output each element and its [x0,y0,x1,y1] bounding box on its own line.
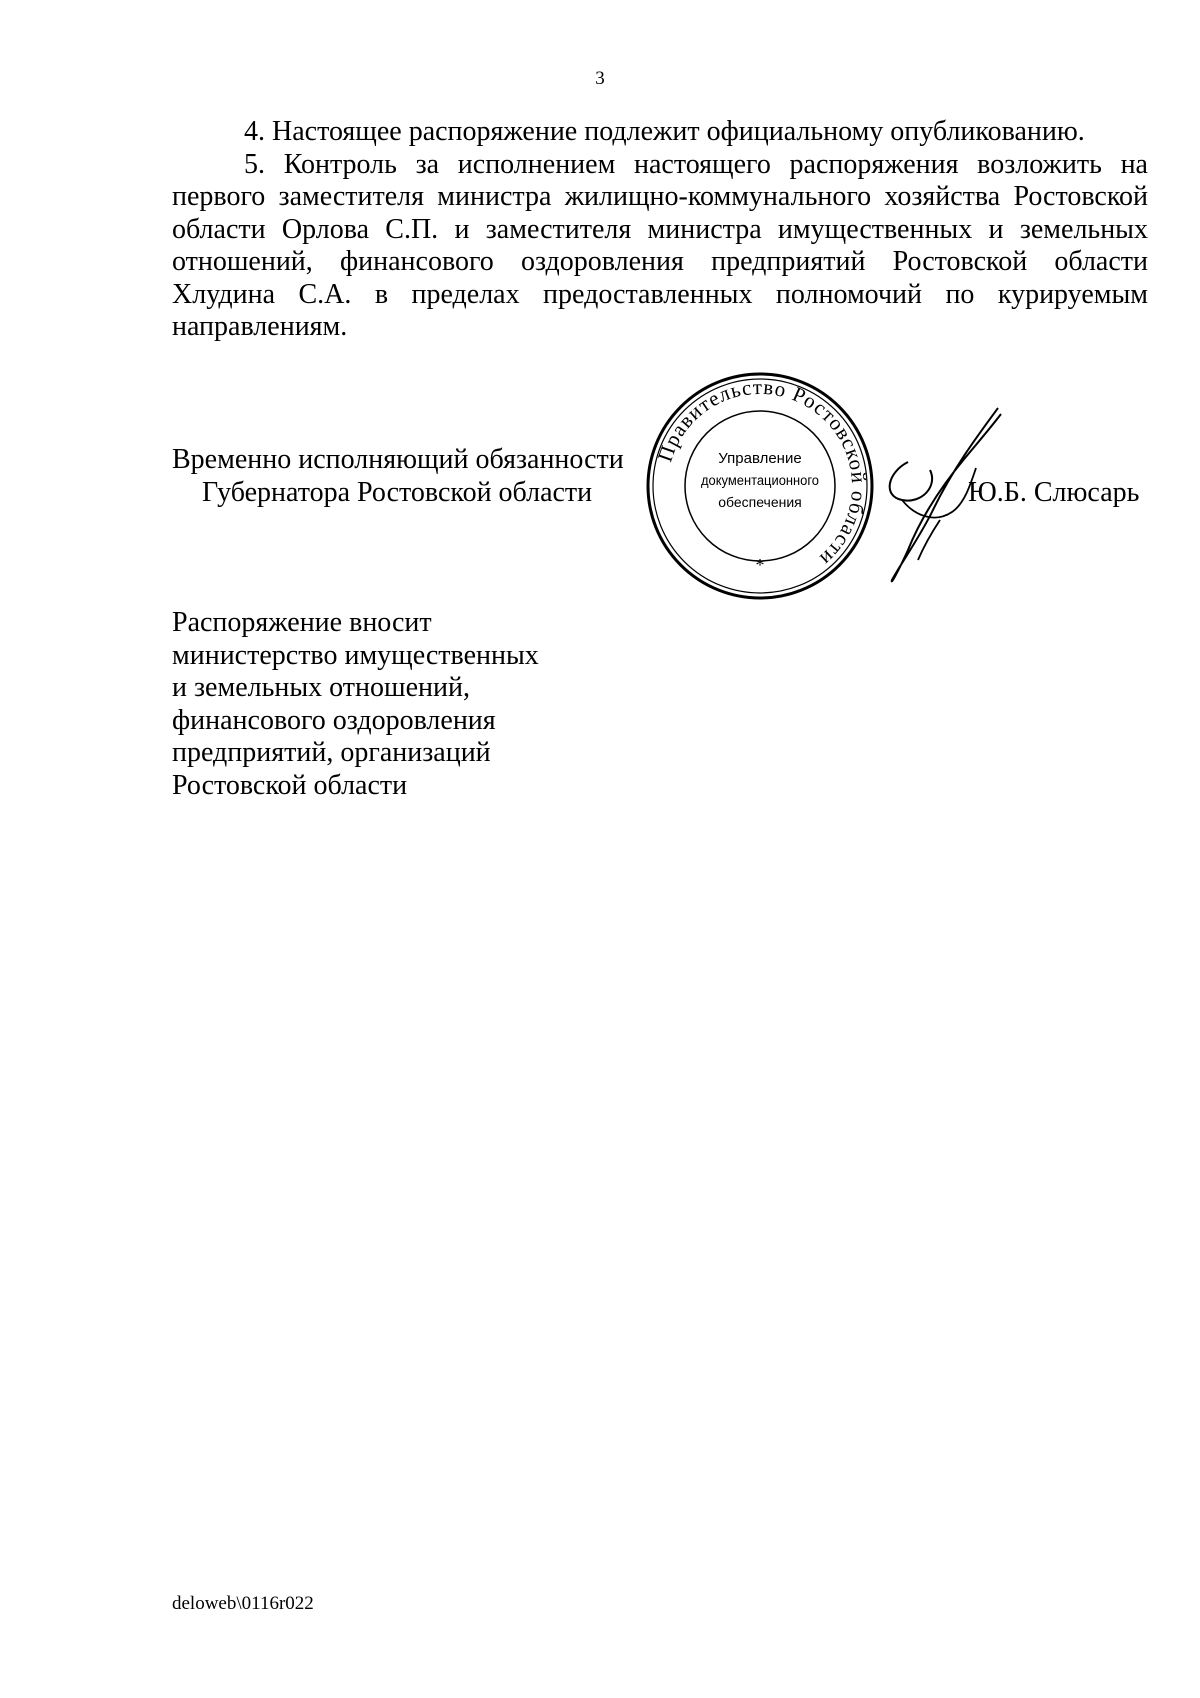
document-body [172,116,1148,344]
seal-inner-line1: Управление [718,450,802,467]
signatory-title [172,443,624,509]
seal-inner-line3: обеспечения [718,494,802,510]
signatory-name: Ю.Б. Слюсарь [968,477,1140,508]
submitter-line: министерство имущественных [172,639,539,671]
signatory-title-line2: Губернатора Ростовской области [202,477,593,508]
footer-document-code: deloweb\0116r022 [172,1593,314,1614]
page-number: 3 [595,68,605,89]
submitter-line: Ростовской области [172,769,408,801]
submitter-line: финансового оздоровления [172,704,496,736]
paragraph-5: 5. Контроль за исполнением настоящего распоряжения возложить на первого заместителя министра жилищно-коммунального хозяйства Ростовской области Орлова С.П. и заместителя министра имущественных и земельных отношений, финансового оздоровления предприятий Ростовской области Хлудина С.А. в пределах предоставленных полномочий по курируемым направлениям. [172,148,1148,342]
submitter-line: предприятий, организаций [172,737,491,768]
paragraph-4: 4. Настоящее распоряжение подлежит официальному опубликованию. [244,116,1085,147]
submitter-line: Распоряжение вносит [172,607,432,638]
submitter-line: и земельных отношений, [172,672,470,703]
seal-inner-line2: документационного [701,473,819,488]
seal-outer-text-path: Правительство Ростовской области [652,374,872,572]
signatory-title-line1: Временно исполняющий обязанности [172,444,624,475]
official-seal [640,366,880,606]
seal-star: * [755,555,765,575]
submitter-block [172,607,539,802]
